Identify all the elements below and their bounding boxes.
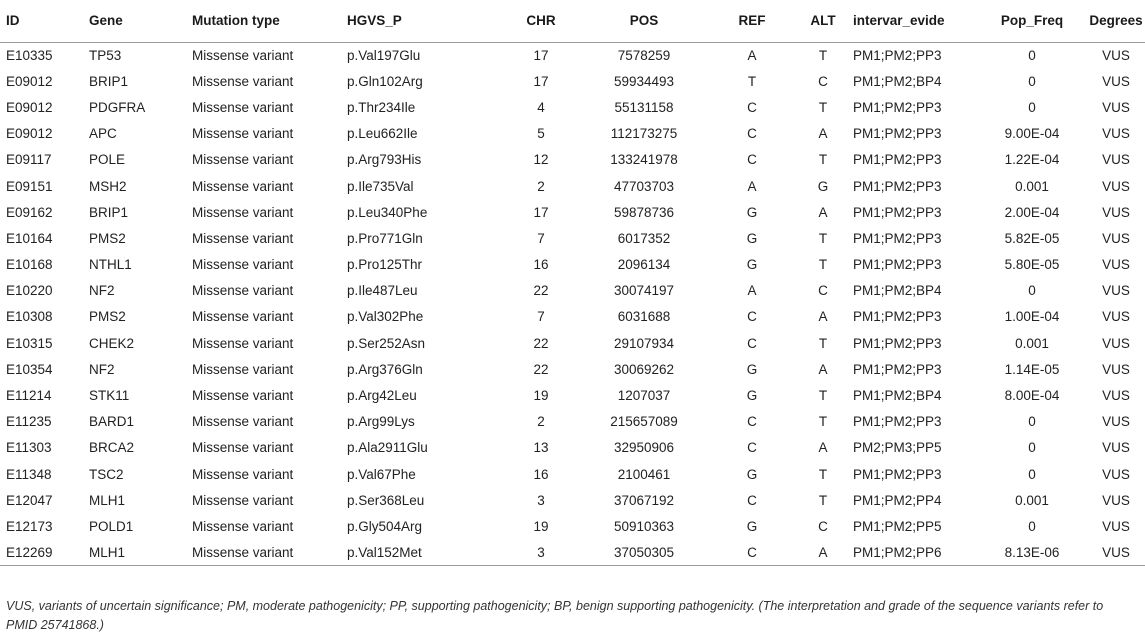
table-row — [0, 278, 1145, 304]
cell-ref: C — [747, 309, 757, 325]
cell-mutation-type: Missense variant — [192, 309, 294, 325]
cell-pos: 30074197 — [613, 283, 675, 299]
cell-intervar-evide: PM1;PM2;PP3 — [853, 178, 942, 194]
cell-id: E11348 — [6, 466, 52, 482]
cell-chr: 2 — [537, 178, 545, 194]
cell-pop-freq: 1.00E-04 — [1004, 309, 1060, 325]
cell-degrees: VUS — [1102, 466, 1130, 482]
cell-chr: 22 — [533, 361, 549, 377]
cell-chr: 13 — [533, 440, 549, 456]
cell-alt: A — [818, 309, 828, 325]
cell-id: E10168 — [6, 257, 53, 273]
cell-ref: G — [746, 388, 758, 404]
cell-mutation-type: Missense variant — [192, 99, 294, 115]
cell-intervar-evide: PM1;PM2;PP3 — [853, 361, 942, 377]
cell-degrees: VUS — [1102, 47, 1130, 63]
cell-mutation-type: Missense variant — [192, 440, 294, 456]
cell-mutation-type: Missense variant — [192, 73, 294, 89]
cell-intervar-evide: PM1;PM2;PP3 — [853, 335, 942, 351]
cell-alt: C — [818, 73, 828, 89]
cell-degrees: VUS — [1087, 540, 1145, 566]
cell-id: E09012 — [6, 73, 53, 89]
cell-pop-freq: 0 — [1028, 466, 1036, 482]
cell-gene: POLD1 — [89, 518, 134, 534]
cell-ref: C — [747, 440, 757, 456]
cell-mutation-type: Missense variant — [192, 414, 294, 430]
header-chr: CHR — [505, 0, 577, 42]
cell-id: E12173 — [6, 518, 53, 534]
cell-chr: 2 — [537, 414, 545, 430]
cell-gene: PMS2 — [89, 230, 126, 246]
header-gene: Gene — [89, 0, 192, 42]
cell-pos: 50910363 — [613, 518, 675, 534]
cell-gene: MLH1 — [89, 540, 192, 566]
cell-mutation-type: Missense variant — [192, 283, 294, 299]
cell-degrees: VUS — [1102, 414, 1130, 430]
cell-intervar-evide: PM1;PM2;PP3 — [853, 309, 942, 325]
cell-degrees: VUS — [1102, 230, 1130, 246]
header-mutation-type: Mutation type — [192, 0, 347, 42]
cell-mutation-type: Missense variant — [192, 492, 294, 508]
table-row — [0, 225, 1145, 251]
cell-ref: C — [747, 152, 757, 168]
cell-pos: 6031688 — [617, 309, 671, 325]
cell-pos: 37050305 — [577, 540, 711, 566]
cell-pos: 55131158 — [614, 99, 674, 115]
cell-ref: A — [747, 283, 757, 299]
cell-intervar-evide: PM1;PM2;PP3 — [853, 466, 942, 482]
cell-pop-freq: 0.001 — [1015, 492, 1049, 508]
table-row — [0, 461, 1145, 487]
cell-hgvs-p: p.Val152Met — [347, 540, 505, 566]
cell-intervar-evide: PM1;PM2;BP4 — [853, 73, 942, 89]
cell-mutation-type: Missense variant — [192, 257, 294, 273]
table-row — [0, 487, 1145, 513]
table-row — [0, 382, 1145, 408]
cell-pop-freq: 1.14E-05 — [1004, 361, 1060, 377]
cell-alt: T — [818, 257, 828, 273]
cell-intervar-evide: PM1;PM2;BP4 — [853, 283, 942, 299]
cell-gene: APC — [89, 126, 117, 142]
cell-hgvs-p: p.Arg793His — [347, 152, 422, 168]
cell-alt: T — [818, 335, 828, 351]
cell-intervar-evide: PM2;PM3;PP5 — [853, 440, 942, 456]
cell-ref: T — [747, 73, 757, 89]
cell-intervar-evide: PM1;PM2;PP3 — [853, 99, 942, 115]
cell-hgvs-p: p.Ala2911Glu — [347, 440, 428, 456]
cell-ref: A — [747, 178, 757, 194]
cell-alt: A — [818, 126, 828, 142]
table-row — [0, 356, 1145, 382]
cell-degrees: VUS — [1102, 361, 1130, 377]
cell-alt: T — [818, 414, 828, 430]
cell-pos: 29107934 — [613, 335, 675, 351]
cell-ref: C — [747, 414, 757, 430]
header-alt: ALT — [793, 0, 853, 42]
cell-gene: NTHL1 — [89, 257, 132, 273]
cell-id: E09162 — [6, 204, 53, 220]
cell-id: E10308 — [6, 309, 53, 325]
cell-ref: C — [747, 126, 757, 142]
cell-pop-freq: 0 — [1028, 440, 1036, 456]
cell-ref: C — [711, 540, 793, 566]
cell-gene: STK11 — [89, 388, 130, 404]
cell-mutation-type: Missense variant — [192, 178, 294, 194]
cell-hgvs-p: p.Val197Glu — [347, 47, 421, 63]
cell-ref: G — [746, 257, 758, 273]
cell-alt: T — [818, 99, 828, 115]
table-row — [0, 304, 1145, 330]
cell-gene: NF2 — [89, 361, 115, 377]
cell-hgvs-p: p.Ser252Asn — [347, 335, 426, 351]
cell-gene: PMS2 — [89, 309, 126, 325]
cell-mutation-type: Missense variant — [192, 388, 294, 404]
cell-degrees: VUS — [1102, 388, 1130, 404]
cell-intervar-evide: PM1;PM2;PP6 — [853, 540, 977, 566]
cell-alt: C — [818, 283, 828, 299]
cell-hgvs-p: p.Ile487Leu — [347, 283, 418, 299]
cell-gene: MSH2 — [89, 178, 127, 194]
cell-ref: C — [747, 335, 757, 351]
cell-alt: C — [818, 518, 828, 534]
cell-mutation-type: Missense variant — [192, 466, 294, 482]
cell-intervar-evide: PM1;PM2;PP3 — [853, 414, 942, 430]
cell-hgvs-p: p.Val302Phe — [347, 309, 424, 325]
cell-alt: T — [818, 47, 828, 63]
cell-gene: TSC2 — [89, 466, 124, 482]
table-body — [0, 42, 1145, 566]
cell-alt: T — [818, 230, 828, 246]
cell-gene: NF2 — [89, 283, 115, 299]
cell-chr: 7 — [537, 309, 545, 325]
table-footnote: VUS, variants of uncertain significance; PM, moderate pathogenicity; PP, supporting pathogenicity; BP, benign supporting pathogenicity. (The interpretation and grade of the sequence variants refer to PMID 25741868.) — [6, 599, 1104, 632]
cell-chr: 16 — [533, 466, 549, 482]
cell-id: E12047 — [6, 492, 53, 508]
cell-mutation-type: Missense variant — [192, 204, 294, 220]
cell-alt: A — [818, 361, 828, 377]
cell-id: E09012 — [6, 99, 53, 115]
cell-mutation-type: Missense variant — [192, 152, 294, 168]
cell-degrees: VUS — [1102, 309, 1130, 325]
cell-intervar-evide: PM1;PM2;PP5 — [853, 518, 942, 534]
cell-degrees: VUS — [1102, 283, 1130, 299]
cell-hgvs-p: p.Ile735Val — [347, 178, 414, 194]
cell-gene: BRCA2 — [89, 440, 135, 456]
cell-hgvs-p: p.Arg42Leu — [347, 388, 417, 404]
header-ref: REF — [711, 0, 793, 42]
cell-intervar-evide: PM1;PM2;PP3 — [853, 257, 942, 273]
cell-hgvs-p: p.Arg99Lys — [347, 414, 415, 430]
cell-ref: G — [746, 466, 758, 482]
cell-chr: 22 — [533, 335, 549, 351]
cell-ref: A — [747, 47, 757, 63]
cell-id: E09151 — [6, 178, 53, 194]
cell-degrees: VUS — [1102, 73, 1130, 89]
cell-id: E11303 — [6, 440, 52, 456]
cell-chr: 19 — [533, 388, 549, 404]
cell-chr: 3 — [537, 492, 545, 508]
cell-gene: PDGFRA — [89, 99, 146, 115]
cell-ref: C — [747, 492, 757, 508]
cell-intervar-evide: PM1;PM2;BP4 — [853, 388, 942, 404]
cell-pos: 32950906 — [613, 440, 675, 456]
header-pos: POS — [577, 0, 711, 42]
cell-pos: 47703703 — [613, 178, 675, 194]
cell-alt: A — [818, 204, 828, 220]
cell-chr: 22 — [533, 283, 549, 299]
cell-degrees: VUS — [1102, 335, 1130, 351]
cell-degrees: VUS — [1102, 492, 1130, 508]
cell-chr: 7 — [537, 230, 545, 246]
table-row — [0, 199, 1145, 225]
cell-pop-freq: 9.00E-04 — [1004, 126, 1060, 142]
cell-ref: G — [746, 361, 758, 377]
cell-gene: BRIP1 — [89, 73, 129, 89]
cell-pop-freq: 0 — [1028, 518, 1036, 534]
cell-intervar-evide: PM1;PM2;PP3 — [853, 152, 942, 168]
header-intervar-evide: intervar_evide — [853, 0, 977, 42]
cell-pos: 59878736 — [613, 204, 675, 220]
cell-pos: 2096134 — [617, 257, 671, 273]
cell-id: E09117 — [6, 152, 52, 168]
cell-pop-freq: 2.00E-04 — [1004, 204, 1060, 220]
cell-alt: T — [818, 388, 828, 404]
cell-mutation-type: Missense variant — [192, 335, 294, 351]
cell-pop-freq: 5.80E-05 — [1004, 257, 1060, 273]
cell-hgvs-p: p.Gln102Arg — [347, 73, 423, 89]
cell-intervar-evide: PM1;PM2;PP3 — [853, 204, 942, 220]
cell-degrees: VUS — [1102, 178, 1130, 194]
cell-pos: 1207037 — [617, 388, 671, 404]
cell-degrees: VUS — [1102, 126, 1130, 142]
cell-gene: BARD1 — [89, 414, 135, 430]
cell-id: E10335 — [6, 47, 53, 63]
cell-chr: 17 — [533, 47, 549, 63]
cell-pop-freq: 0 — [1028, 73, 1036, 89]
cell-hgvs-p: p.Arg376Gln — [347, 361, 423, 377]
cell-chr: 4 — [537, 99, 545, 115]
cell-hgvs-p: p.Leu662Ile — [347, 126, 418, 142]
cell-degrees: VUS — [1102, 152, 1130, 168]
cell-intervar-evide: PM1;PM2;PP3 — [853, 230, 942, 246]
header-degrees: Degrees — [1087, 0, 1145, 42]
cell-hgvs-p: p.Pro771Gln — [347, 230, 423, 246]
cell-alt: T — [818, 466, 828, 482]
table-row — [0, 42, 1145, 68]
table-row — [0, 435, 1145, 461]
cell-pop-freq: 0.001 — [1015, 335, 1049, 351]
cell-degrees: VUS — [1102, 257, 1130, 273]
cell-pos: 2100461 — [617, 466, 671, 482]
cell-degrees: VUS — [1102, 440, 1130, 456]
table-row — [0, 68, 1145, 94]
cell-pop-freq: 0 — [1028, 283, 1036, 299]
table-row — [0, 513, 1145, 539]
cell-gene: CHEK2 — [89, 335, 135, 351]
table-row — [0, 540, 1145, 566]
cell-hgvs-p: p.Val67Phe — [347, 466, 416, 482]
cell-id: E10164 — [6, 230, 53, 246]
cell-id: E11214 — [6, 388, 52, 404]
cell-alt: A — [818, 440, 828, 456]
table-row — [0, 147, 1145, 173]
table-row — [0, 252, 1145, 278]
cell-pop-freq: 0 — [1028, 99, 1036, 115]
cell-gene: POLE — [89, 152, 126, 168]
cell-mutation-type: Missense variant — [192, 540, 347, 566]
cell-ref: G — [746, 230, 758, 246]
cell-pos: 7578259 — [617, 47, 671, 63]
cell-mutation-type: Missense variant — [192, 126, 294, 142]
cell-hgvs-p: p.Gly504Arg — [347, 518, 423, 534]
cell-gene: MLH1 — [89, 492, 126, 508]
cell-id: E10354 — [6, 361, 53, 377]
table-row — [0, 330, 1145, 356]
table-header-row — [0, 0, 1145, 42]
cell-id: E10315 — [6, 335, 53, 351]
cell-alt: G — [817, 178, 829, 194]
cell-id: E12269 — [0, 540, 89, 566]
cell-pos: 215657089 — [610, 414, 678, 430]
cell-chr: 17 — [533, 73, 549, 89]
cell-chr: 5 — [537, 126, 545, 142]
cell-pos: 37067192 — [613, 492, 675, 508]
cell-id: E11235 — [6, 414, 52, 430]
cell-chr: 16 — [533, 257, 549, 273]
cell-hgvs-p: p.Pro125Thr — [347, 257, 423, 273]
cell-degrees: VUS — [1102, 204, 1130, 220]
cell-pop-freq: 8.13E-06 — [977, 540, 1087, 566]
table-row — [0, 121, 1145, 147]
cell-ref: C — [747, 99, 757, 115]
cell-mutation-type: Missense variant — [192, 361, 294, 377]
cell-mutation-type: Missense variant — [192, 518, 294, 534]
cell-pop-freq: 1.22E-04 — [1004, 152, 1060, 168]
cell-pop-freq: 8.00E-04 — [1004, 388, 1060, 404]
table-row — [0, 409, 1145, 435]
cell-id: E10220 — [6, 283, 53, 299]
cell-gene: TP53 — [89, 47, 122, 63]
cell-hgvs-p: p.Thr234Ile — [347, 99, 416, 115]
cell-chr: 19 — [533, 518, 549, 534]
cell-alt: T — [818, 492, 828, 508]
table-row — [0, 173, 1145, 199]
cell-alt: A — [793, 540, 853, 566]
header-hgvs-p: HGVS_P — [347, 0, 505, 42]
cell-id: E09012 — [6, 126, 53, 142]
cell-gene: BRIP1 — [89, 204, 129, 220]
cell-pos: 112173275 — [610, 126, 678, 142]
cell-hgvs-p: p.Ser368Leu — [347, 492, 425, 508]
cell-pos: 30069262 — [613, 361, 675, 377]
cell-pop-freq: 0.001 — [1015, 178, 1049, 194]
cell-pos: 59934493 — [613, 73, 675, 89]
cell-degrees: VUS — [1102, 518, 1130, 534]
header-id: ID — [0, 0, 89, 42]
table-row — [0, 94, 1145, 120]
cell-chr: 3 — [505, 540, 577, 566]
header-pop-freq: Pop_Freq — [977, 0, 1087, 42]
cell-chr: 12 — [533, 152, 549, 168]
cell-chr: 17 — [533, 204, 549, 220]
cell-degrees: VUS — [1102, 99, 1130, 115]
cell-pop-freq: 5.82E-05 — [1004, 230, 1060, 246]
cell-intervar-evide: PM1;PM2;PP4 — [853, 492, 942, 508]
cell-intervar-evide: PM1;PM2;PP3 — [853, 47, 942, 63]
cell-pop-freq: 0 — [1028, 414, 1036, 430]
cell-ref: G — [746, 518, 758, 534]
cell-pos: 6017352 — [617, 230, 671, 246]
cell-hgvs-p: p.Leu340Phe — [347, 204, 428, 220]
cell-pos: 133241978 — [610, 152, 678, 168]
cell-mutation-type: Missense variant — [192, 47, 294, 63]
cell-intervar-evide: PM1;PM2;PP3 — [853, 126, 942, 142]
cell-mutation-type: Missense variant — [192, 230, 294, 246]
cell-alt: T — [818, 152, 828, 168]
cell-ref: G — [746, 204, 758, 220]
cell-pop-freq: 0 — [1028, 47, 1036, 63]
